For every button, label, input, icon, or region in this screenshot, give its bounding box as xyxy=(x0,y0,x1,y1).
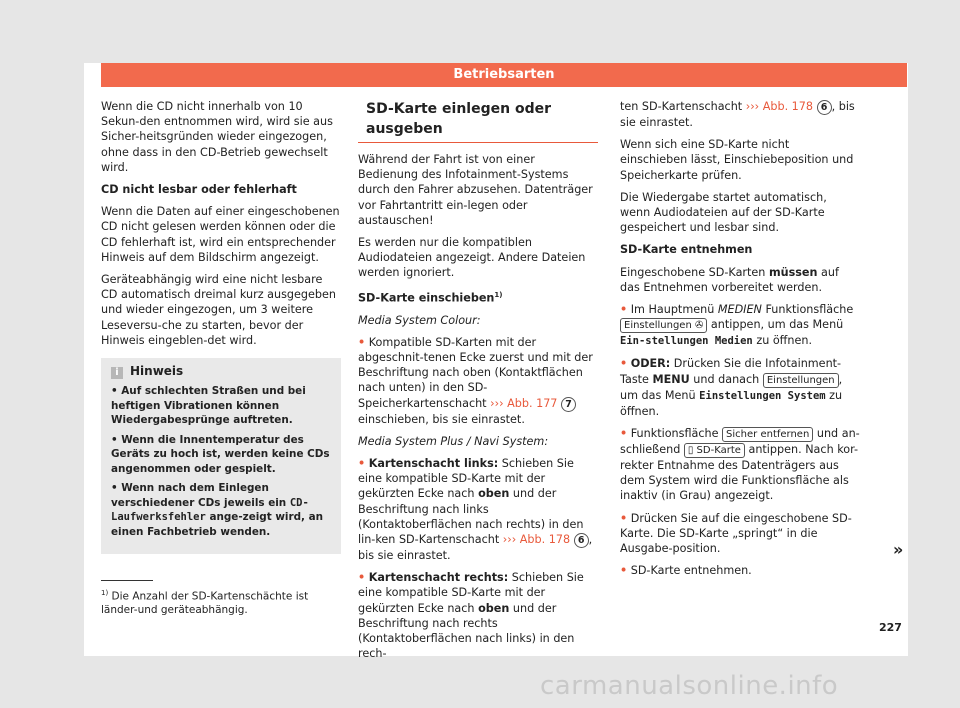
paragraph: Es werden nur die kompatiblen Audiodateien angezeigt. Andere Dateien werden ignoriert. xyxy=(358,236,586,280)
list-item: • SD-Karte entnehmen. xyxy=(620,564,752,578)
list-item: • Kartenschacht rechts: Schieben Sie eine kompatible SD-Karte mit der gekürzten Ecke nach oben und der Beschriftung nach rechts (Kontaktoberflächen nach links) in den rech- xyxy=(358,571,584,661)
hint-item: • Wenn nach dem Einlegen verschiedener CDs jeweils ein CD-Laufwerksfehler ange-zeigt wird, an einen Fachbetrieb wenden. xyxy=(111,482,324,538)
subsection-label: Media System Plus / Navi System: xyxy=(358,434,549,448)
callout-number: 7 xyxy=(561,397,576,412)
column-middle xyxy=(358,99,598,668)
paragraph: Wenn sich eine SD-Karte nicht einschieben lässt, Einschiebeposition und Speicherkarte prüfen. xyxy=(620,138,854,182)
subheading: SD-Karte entnehmen xyxy=(620,243,753,257)
subheading: SD-Karte einschieben$^{1)}$ xyxy=(358,290,503,305)
figure-reference[interactable]: ››› Abb. 178 xyxy=(502,533,571,546)
list-item: • Funktionsfläche Sicher entfernen und an-schließend ▯ SD-Karte antippen. Nach kor-rekter Entnahme des Datenträgers aus dem System wird die Funktionsfläche als inaktiv (in Grau) angezeigt. xyxy=(620,427,860,503)
hint-heading xyxy=(111,362,331,380)
key-sd-karte: ▯ SD-Karte xyxy=(684,443,745,458)
page-number: 227 xyxy=(879,621,902,634)
paragraph: Wenn die Daten auf einer eingeschobenen CD nicht gelesen werden können oder die CD fehlerhaft ist, wird ein entsprechender Hinweis auf dem Bildschirm angezeigt. xyxy=(101,205,340,264)
paragraph: Wenn die CD nicht innerhalb von 10 Sekun-den entnommen wird, wird sie aus Sicher-heitsgründen wieder eingezogen, ohne dass in den CD-Betrieb gewechselt wird. xyxy=(101,100,333,174)
paragraph: Während der Fahrt ist von einer Bedienung des Infotainment-Systems durch den Fahrer abzusehen. Datenträger vor Fahrtantritt ein-legen oder austauschen! xyxy=(358,153,593,227)
section-title: SD-Karte einlegen oder ausgeben xyxy=(358,99,598,143)
callout-number: 6 xyxy=(817,100,832,115)
subheading: CD nicht lesbar oder fehlerhaft xyxy=(101,183,297,197)
paragraph: Geräteabhängig wird eine nicht lesbare CD automatisch dreimal kurz ausgegeben und wieder eingezogen, um 3 weitere Leseversu-che zu starten, bevor der Hinweis eingeblen-det wird. xyxy=(101,273,336,347)
continue-mark: » xyxy=(893,540,904,559)
hint-box xyxy=(101,358,341,554)
list-item: • ODER: Drücken Sie die Infotainment-Taste MENU und danach Einstellungen , um das Menü Einstellungen System zu öffnen. xyxy=(620,357,843,418)
paragraph: ten SD-Kartenschacht ››› Abb. 178 6 , bis sie einrastet. xyxy=(620,100,855,129)
column-right xyxy=(620,99,860,585)
hint-item: • Auf schlechten Straßen und bei heftigen Vibrationen können Wiedergabesprünge auftreten. xyxy=(111,385,306,427)
key-einstellungen: Einstellungen xyxy=(763,373,839,388)
hint-title: Hinweis xyxy=(130,364,184,379)
menu-key: MENU xyxy=(652,372,690,386)
footnote-divider xyxy=(101,580,153,581)
chapter-header: Betriebsarten xyxy=(101,63,907,87)
info-icon: i xyxy=(111,367,123,379)
paragraph: Eingeschobene SD-Karten müssen auf das Entnehmen vorbereitet werden. xyxy=(620,265,839,294)
list-item: • Drücken Sie auf die eingeschobene SD-Karte. Die SD-Karte „springt“ in die Ausgabe-position. xyxy=(620,511,852,556)
hint-item: • Wenn die Innentemperatur des Geräts zu hoch ist, werden keine CDs angenommen oder gespielt. xyxy=(111,433,330,475)
list-item: • Kartenschacht links: Schieben Sie eine kompatible SD-Karte mit der gekürzten Ecke nach oben und der Beschriftung nach links (Kontaktoberflächen nach rechts) in den lin-ken SD-Kartenschacht ››› Abb. 178 6 , bis sie einrastet. xyxy=(358,456,593,562)
key-sicher-entfernen: Sicher entfernen xyxy=(722,427,813,442)
list-item: • Im Hauptmenü MEDIEN Funktionsfläche Einstellungen ✇ antippen, um das Menü Ein-stellungen Medien zu öffnen. xyxy=(620,303,854,348)
subsection-label: Media System Colour: xyxy=(358,313,481,327)
figure-reference[interactable]: ››› Abb. 178 xyxy=(745,100,814,113)
footnote: $^{1)}$ Die Anzahl der SD-Kartenschächte ist länder-und geräteabhängig. xyxy=(101,589,309,616)
watermark: carmanualsonline.info xyxy=(540,671,839,701)
callout-number: 6 xyxy=(574,533,589,548)
list-item: • Kompatible SD-Karten mit der abgeschnit-tenen Ecke zuerst und mit der Beschriftung nach oben (Kontaktflächen nach unten) in den SD-Speicherkartenschacht ››› Abb. 177 7 einschieben, bis sie einrastet. xyxy=(358,335,593,426)
column-left xyxy=(101,99,341,554)
key-einstellungen: Einstellungen ✇ xyxy=(620,318,707,333)
figure-reference[interactable]: ››› Abb. 177 xyxy=(490,396,558,410)
paragraph: Die Wiedergabe startet automatisch, wenn Audiodateien auf der SD-Karte gespeichert und lesbar sind. xyxy=(620,190,827,235)
